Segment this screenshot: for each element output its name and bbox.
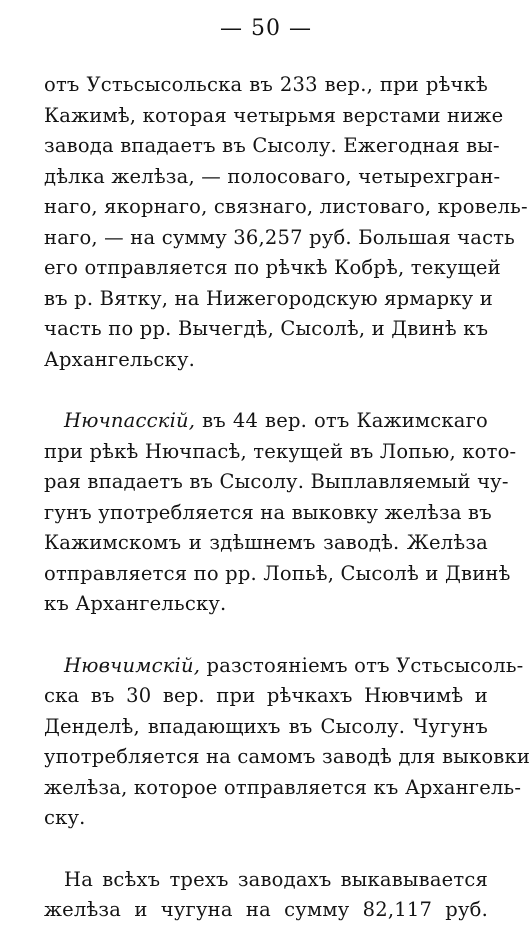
text-line: На всѣхъ трехъ заводахъ выкавывается <box>64 867 488 891</box>
text-line: желѣза и чугуна на сумму 82,117 руб. <box>44 898 488 921</box>
book-page <box>44 14 530 926</box>
text-line: желѣза, которое отправляется къ Архангель- <box>44 775 522 799</box>
text-line: дѣлка желѣза, — полосоваго, четырехгран- <box>44 164 501 188</box>
page-number: — 50 — <box>220 16 312 41</box>
paragraph-gap <box>44 375 488 406</box>
text-line <box>44 651 524 682</box>
text-fragment: разстояніемъ отъ Устьсысоль- <box>200 653 524 677</box>
text-fragment: въ 44 вер. отъ Кажимскаго <box>195 409 488 432</box>
paragraph-kazhim-continuation <box>44 70 528 375</box>
text-line: Кажимскомъ и здѣшнемъ заводѣ. Желѣза <box>44 531 488 554</box>
paragraph-nyuvchim-factory <box>44 651 530 834</box>
text-line: гунъ употребляется на выковку желѣза въ <box>44 500 492 524</box>
text-line: наго, — на сумму 36,257 руб. Большая часть <box>44 225 515 249</box>
paragraph-gap <box>44 620 488 651</box>
paragraph-nyuchpas-factory <box>44 406 517 620</box>
text-line: при рѣкѣ Нючпасѣ, текущей въ Лопью, кото- <box>44 439 517 463</box>
text-line: въ р. Вятку, на Нижегородскую ярмарку и <box>44 286 493 310</box>
text-line: рая впадаетъ въ Сысолу. Выплавляемый чу- <box>44 470 509 493</box>
text-line: часть по рр. Вычегдѣ, Сысолѣ, и Двинѣ къ <box>44 317 489 340</box>
text-line: отправляется по рр. Лопьѣ, Сысолѣ и Двинѣ <box>44 561 511 585</box>
factory-name: Нючпасскій, <box>64 409 196 432</box>
paragraph-total-summary <box>44 865 488 926</box>
text-line: Архангельску. <box>44 347 196 371</box>
text-line: отъ Устьсысольска въ 233 вер., при рѣчкѣ <box>44 73 488 96</box>
text-line: Кажимѣ, которая четырьмя верстами ниже <box>44 103 504 127</box>
text-line: наго, якорнаго, связнаго, листоваго, кровель- <box>44 195 528 218</box>
text-line: ска въ 30 вер. при рѣчкахъ Нювчимѣ и <box>44 684 488 707</box>
text-line: ску. <box>44 806 86 829</box>
text-line <box>44 406 488 437</box>
paragraph-gap <box>44 834 488 865</box>
factory-name: Нювчимскій, <box>64 653 201 677</box>
text-line: завода впадаетъ въ Сысолу. Ежегодная вы- <box>44 134 500 157</box>
text-line: Денделѣ, впадающихъ въ Сысолу. Чугунъ <box>44 714 488 738</box>
text-line: его отправляется по рѣчкѣ Кобрѣ, текущей <box>44 256 501 279</box>
text-line: къ Архангельску. <box>44 592 227 615</box>
text-line: употребляется на самомъ заводѣ для выковки <box>44 745 530 768</box>
